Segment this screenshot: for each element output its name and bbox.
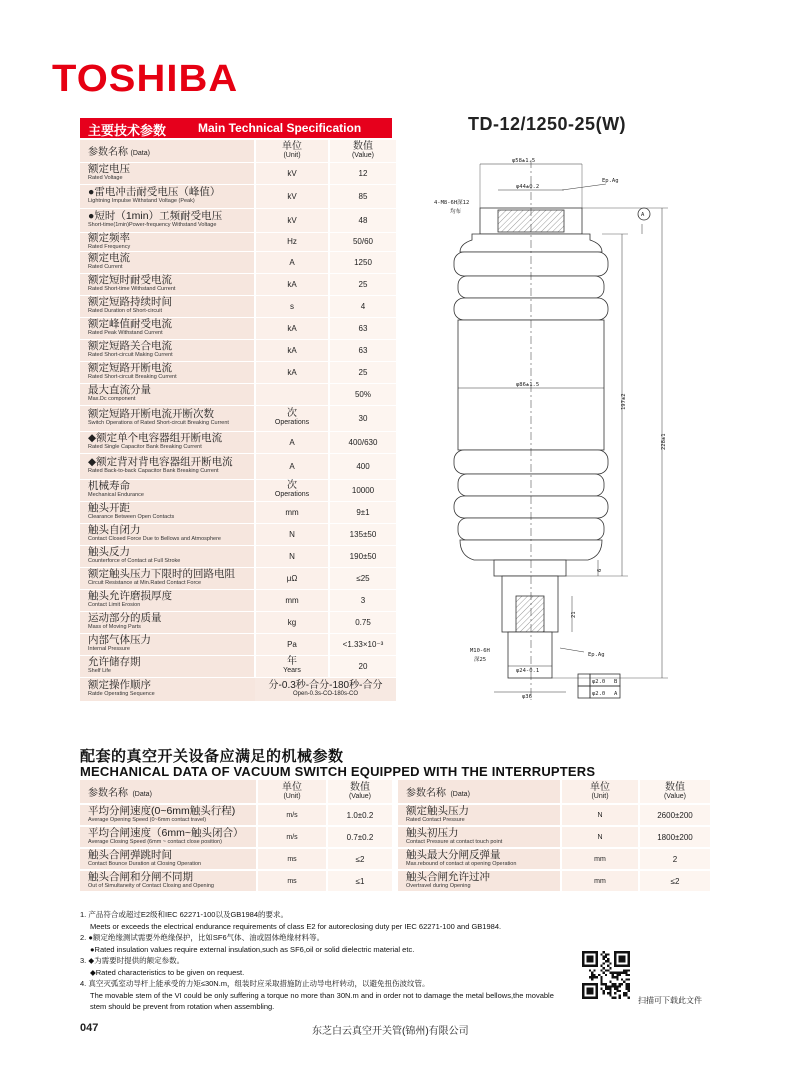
- spec-title-en: Main Technical Specification: [198, 121, 362, 135]
- spec-row: [80, 479, 396, 501]
- row-unit: ms: [257, 848, 327, 870]
- row-label: ◆额定单个电容器组开断电流 Rated Single Capacitor Bank Breaking Current: [80, 431, 255, 453]
- row-unit: mm: [255, 501, 329, 523]
- ep-top: Ep.Ag: [602, 178, 619, 184]
- datum-a: A: [641, 212, 645, 218]
- row-unit: mm: [561, 870, 639, 892]
- interrupter-drawing: [412, 140, 702, 720]
- row-value: 4: [329, 295, 396, 317]
- mechanical-table-left: [80, 780, 392, 893]
- row-value: 63: [329, 339, 396, 361]
- row-value: 400/630: [329, 431, 396, 453]
- dim-6: 6: [597, 568, 603, 572]
- brand-logo: TOSHIBA: [52, 58, 239, 100]
- dim-21: 21: [571, 611, 577, 618]
- qr-label: 扫描可下载此文件: [638, 996, 702, 1005]
- notes: [80, 909, 600, 1013]
- row-label: 触头允许磨损厚度 Contact Limit Erosion: [80, 589, 255, 611]
- row-unit: [255, 383, 329, 405]
- row-value: 3: [329, 589, 396, 611]
- row-unit: N: [255, 523, 329, 545]
- row-unit: A: [255, 431, 329, 453]
- row-label: 运动部分的质量 Mass of Moving Parts: [80, 611, 255, 633]
- spec-row: [80, 633, 396, 655]
- spec-row: [80, 273, 396, 295]
- mechanical-title-cn: 配套的真空开关设备应满足的机械参数: [80, 748, 344, 765]
- spec-row: [80, 295, 396, 317]
- header-value: 数值 (Value): [329, 140, 396, 162]
- dim-228: 228±1: [661, 433, 667, 450]
- thread-bot-2: 深25: [474, 657, 487, 663]
- spec-row: [80, 339, 396, 361]
- mech-header-row: 参数名称 (Data) 单位 (Unit) 数值 (Value): [398, 780, 710, 804]
- row-unit: μΩ: [255, 567, 329, 589]
- row-unit: A: [255, 251, 329, 273]
- spec-row: [80, 251, 396, 273]
- thread-top-2: 均布: [450, 209, 462, 215]
- mech-row: [80, 804, 392, 826]
- row-label: 额定短路开断电流 Rated Short-circuit Breaking Current: [80, 361, 255, 383]
- row-value: <1.33×10⁻³: [329, 633, 396, 655]
- stem-guide: [494, 560, 566, 576]
- spec-table: [80, 140, 396, 702]
- row-label: 额定峰值耐受电流 Rated Peak Withstand Current: [80, 317, 255, 339]
- mech-row: [398, 804, 710, 826]
- row-label: ●雷电冲击耐受电压（峰值） Lightning Impulse Withstand Voltage (Peak): [80, 184, 255, 208]
- spec-table-title: [80, 118, 392, 138]
- row-label: 内部气体压力 Internal Pressure: [80, 633, 255, 655]
- company-footer: 东芝白云真空开关管(锦州)有限公司: [312, 1026, 469, 1037]
- row-label: 触头自闭力 Contact Closed Force Due to Bellows and Atmosphere: [80, 523, 255, 545]
- row-unit: m/s: [257, 804, 327, 826]
- row-label: 机械寿命 Mechanical Endurance: [80, 479, 255, 501]
- row-value: 190±50: [329, 545, 396, 567]
- row-value: 0.7±0.2: [327, 826, 392, 848]
- row-value: 25: [329, 273, 396, 295]
- spec-row: [80, 361, 396, 383]
- mech-row: [398, 870, 710, 892]
- spec-row: [80, 431, 396, 453]
- row-unit: 次 Operations: [255, 405, 329, 431]
- spec-row: [80, 545, 396, 567]
- header-param: 参数名称 (Data): [80, 140, 255, 162]
- row-value: 25: [329, 361, 396, 383]
- row-unit: kA: [255, 317, 329, 339]
- row-label: 允许储存期 Shelf Life: [80, 655, 255, 677]
- mech-row: [80, 826, 392, 848]
- row-label: 额定短路关合电流 Rated Short-circuit Making Current: [80, 339, 255, 361]
- row-label: 最大直流分量 Max.Dc component: [80, 383, 255, 405]
- row-unit: A: [255, 453, 329, 479]
- row-label: 触头最大分闸反弹量 Max.rebound of contact at opening Operation: [398, 848, 561, 870]
- row-label: 额定触头压力下限时的回路电阻 Circuit Resistance at Min.Rated Contact Force: [80, 567, 255, 589]
- row-unit: Hz: [255, 232, 329, 251]
- note-cn: 2. ●额定绝缘测试需要外绝缘保护，比如SF6气体、油或固体绝缘材料等。: [80, 933, 325, 942]
- row-label: 额定短时耐受电流 Rated Short-time Withstand Current: [80, 273, 255, 295]
- row-value: ≤2: [327, 848, 392, 870]
- row-label: ●短时（1min）工频耐受电压 Short-time(1min)Power-frequency Withstand Voltage: [80, 208, 255, 232]
- row-value: 400: [329, 453, 396, 479]
- row-value: ≤25: [329, 567, 396, 589]
- spec-row: [80, 655, 396, 677]
- row-value: 20: [329, 655, 396, 677]
- row-label: 额定频率 Rated Frequency: [80, 232, 255, 251]
- tol-box: [578, 674, 590, 686]
- row-unit: N: [255, 545, 329, 567]
- row-value: 1250: [329, 251, 396, 273]
- tol-2-ref: A: [614, 691, 618, 697]
- spec-title-cn: 主要技术参数: [88, 123, 167, 138]
- dim-197: 197±2: [621, 393, 627, 410]
- row-label: 平均合闸速度（6mm~触头闭合） Average Closing Speed (6mm ~ contact close position): [80, 826, 257, 848]
- mech-row: [80, 848, 392, 870]
- tol-2: φ2.0: [592, 691, 606, 697]
- row-value: 2: [639, 848, 710, 870]
- row-label: 触头反力 Counterforce of Contact at Full Stroke: [80, 545, 255, 567]
- row-value: ≤2: [639, 870, 710, 892]
- note-en: ●Rated insulation values require external insulation,such as SF6,oil or solid dielectric material etc.: [90, 944, 415, 954]
- row-label: 额定电压 Rated Voltage: [80, 162, 255, 184]
- row-value: 50%: [329, 383, 396, 405]
- note-cn: 1. 产品符合或超过E2级和IEC 62271-100以及GB1984的要求。: [80, 910, 288, 919]
- spec-row: [80, 523, 396, 545]
- row-unit: kV: [255, 162, 329, 184]
- row-unit: Pa: [255, 633, 329, 655]
- spec-row: [80, 611, 396, 633]
- row-label: 额定电流 Rated Current: [80, 251, 255, 273]
- row-unit: kV: [255, 208, 329, 232]
- row-label: ◆额定背对背电容器组开断电流 Rated Back-to-back Capacitor Bank Breaking Current: [80, 453, 255, 479]
- spec-header-row: [80, 140, 396, 162]
- row-label: 平均分闸速度(0~6mm触头行程) Average Opening Speed (0~6mm contact travel): [80, 804, 257, 826]
- row-unit: mm: [561, 848, 639, 870]
- row-value: ≤1: [327, 870, 392, 892]
- row-label: 触头开距 Clearance Between Open Contacts: [80, 501, 255, 523]
- spec-row: [80, 405, 396, 431]
- spec-row: [80, 567, 396, 589]
- stem-thread-hatch: [516, 596, 544, 632]
- mech-row: [398, 848, 710, 870]
- row-unit: N: [561, 804, 639, 826]
- note-en: Meets or exceeds the electrical endurance requirements of class E2 for autoreclosing duty per IEC 62271-100 and GB1984.: [90, 921, 502, 931]
- row-value: 48: [329, 208, 396, 232]
- row-label: 触头合闸和分闸不同期 Out of Simultaneity of Contact Closing and Opening: [80, 870, 257, 892]
- spec-row: [80, 208, 396, 232]
- row-value: 135±50: [329, 523, 396, 545]
- row-value: 30: [329, 405, 396, 431]
- mechanical-title-en: MECHANICAL DATA OF VACUUM SWITCH EQUIPPED WITH THE INTERRUPTERS: [80, 764, 596, 779]
- spec-row: [80, 453, 396, 479]
- spec-row-operating-sequence: [80, 677, 396, 701]
- row-unit: 次 Operations: [255, 479, 329, 501]
- qr-code-icon[interactable]: [582, 951, 630, 999]
- note-cn: 3. ◆为需要时提供的额定参数。: [80, 956, 185, 965]
- row-unit: kg: [255, 611, 329, 633]
- dim-d36: φ36: [522, 694, 532, 700]
- row-value: 2600±200: [639, 804, 710, 826]
- dim-d44: φ44±0.2: [516, 184, 540, 190]
- page-number: 047: [80, 1022, 99, 1034]
- thread-top: 4-M8-6H深12: [434, 200, 470, 206]
- mech-header-row: 参数名称 (Data) 单位 (Unit) 数值 (Value): [80, 780, 392, 804]
- mechanical-table-right: [398, 780, 710, 893]
- row-value: 85: [329, 184, 396, 208]
- header-unit: 单位 (Unit): [255, 140, 329, 162]
- spec-row: [80, 232, 396, 251]
- row-value: 10000: [329, 479, 396, 501]
- row-label: 额定短路持续时间 Rated Duration of Short-circuit: [80, 295, 255, 317]
- row-label: 额定操作顺序 Ratde Operating Sequence: [80, 677, 255, 701]
- row-value: 0.75: [329, 611, 396, 633]
- operating-sequence-value: 分-0.3秒-合分-180秒-合分 Open-0.3s-CO-180s-CO: [255, 677, 396, 701]
- row-label: 触头合闸允许过冲 Overtravel during Opening: [398, 870, 561, 892]
- row-unit: kA: [255, 273, 329, 295]
- row-value: 1800±200: [639, 826, 710, 848]
- spec-row: [80, 162, 396, 184]
- row-value: 12: [329, 162, 396, 184]
- row-unit: s: [255, 295, 329, 317]
- row-unit: kA: [255, 339, 329, 361]
- dim-d86: φ86±1.5: [516, 382, 540, 388]
- row-value: 63: [329, 317, 396, 339]
- row-unit: ms: [257, 870, 327, 892]
- note-en: The movable stem of the VI could be only suffering a torque no more than 30N.m and in order not to damage the metal bellows,the movable stem should be prevent from rotation when assembling.: [90, 990, 554, 1011]
- spec-row: [80, 589, 396, 611]
- tol-1: φ2.0: [592, 679, 606, 685]
- dim-d58: φ58±1.5: [512, 158, 536, 164]
- dim-d24: φ24-0.1: [516, 668, 540, 674]
- row-unit: 年 Years: [255, 655, 329, 677]
- spec-row: [80, 383, 396, 405]
- row-value: 50/60: [329, 232, 396, 251]
- thread-bot: M10-6H: [470, 648, 490, 654]
- mech-row: [80, 870, 392, 892]
- ep-bot: Ep.Ag: [588, 652, 605, 658]
- mech-row: [398, 826, 710, 848]
- note-en: ◆Rated characteristics to be given on request.: [90, 967, 245, 977]
- row-unit: kA: [255, 361, 329, 383]
- row-unit: mm: [255, 589, 329, 611]
- model-title: TD-12/1250-25(W): [468, 114, 627, 134]
- spec-row: [80, 184, 396, 208]
- row-value: 1.0±0.2: [327, 804, 392, 826]
- spec-row: [80, 317, 396, 339]
- row-unit: m/s: [257, 826, 327, 848]
- row-unit: kV: [255, 184, 329, 208]
- row-unit: N: [561, 826, 639, 848]
- spec-row: [80, 501, 396, 523]
- row-label: 额定短路开断电流开断次数 Switch Operations of Rated Short-circuit Breaking Current: [80, 405, 255, 431]
- row-label: 触头合闸弹跳时间 Contact Bounce Duration at Closing Operation: [80, 848, 257, 870]
- note-cn: 4. 真空灭弧室动导杆上能承受的力矩≤30N.m，组装时应采取措施防止动导电杆转动，以避免扭伤波纹管。: [80, 979, 430, 988]
- tol-box: [578, 686, 590, 698]
- row-value: 9±1: [329, 501, 396, 523]
- tol-1-ref: B: [614, 679, 618, 685]
- row-label: 额定触头压力 Rated Contact Pressure: [398, 804, 561, 826]
- row-label: 触头初压力 Contact Pressure at contact touch point: [398, 826, 561, 848]
